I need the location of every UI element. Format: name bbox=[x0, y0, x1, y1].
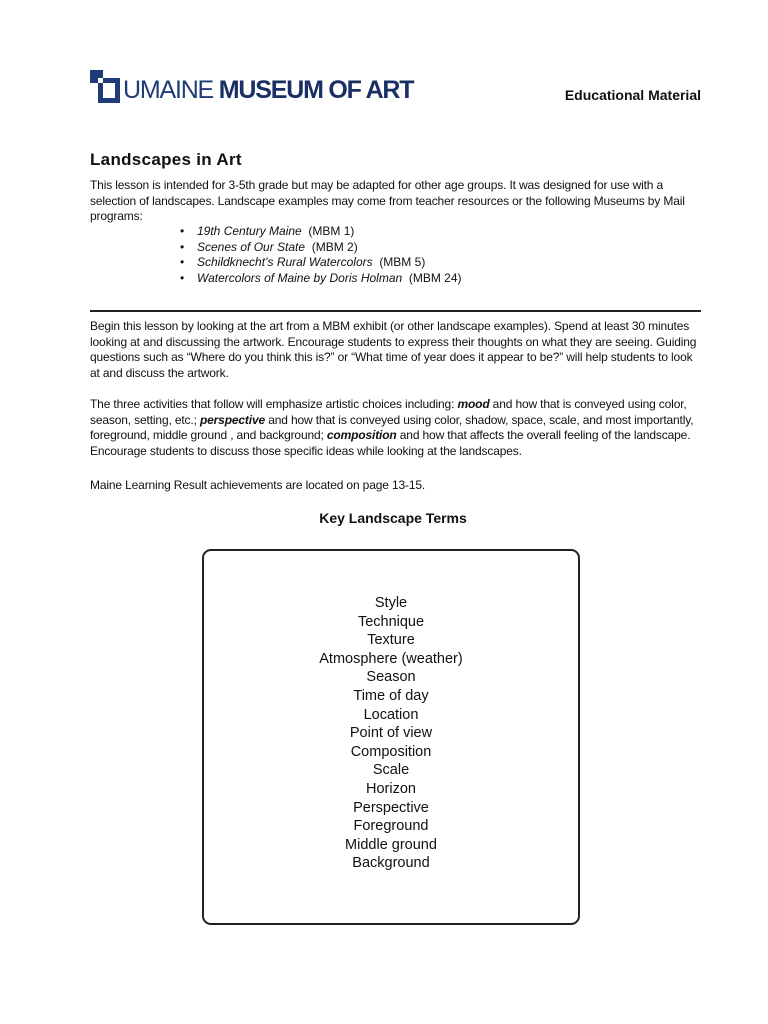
term-item: Composition bbox=[350, 743, 432, 760]
paragraph-text: and how that affects the overall feeling of the landscape. Encourage students to discuss those specific ideas while looking at the landscapes. bbox=[90, 428, 691, 458]
term-perspective: perspective bbox=[199, 412, 266, 427]
terms-box bbox=[202, 549, 580, 925]
program-list bbox=[180, 224, 462, 286]
body-paragraph-3: Maine Learning Result achievements are located on page 13-15. bbox=[90, 478, 426, 492]
term-item: Foreground bbox=[353, 818, 429, 835]
program-title: 19th Century Maine bbox=[197, 224, 302, 238]
term-composition: composition bbox=[326, 428, 397, 442]
museum-logo-text bbox=[123, 77, 413, 103]
program-code: (MBM 2) bbox=[311, 239, 358, 254]
term-item: Technique bbox=[357, 613, 425, 630]
term-item: Horizon bbox=[366, 780, 416, 797]
term-item: Point of view bbox=[349, 725, 433, 742]
term-item: Scale bbox=[372, 762, 410, 779]
term-mood: mood bbox=[457, 397, 490, 411]
section-divider bbox=[90, 310, 701, 312]
intro-paragraph: This lesson is intended for 3-5th grade but may be adapted for other age groups. It was designed for use with a selection of landscapes. Landscape examples may come from teacher resources or the following Museums by Mail programs: bbox=[90, 178, 685, 223]
list-item bbox=[180, 255, 462, 271]
list-item bbox=[180, 224, 462, 240]
term-item: Texture bbox=[367, 632, 415, 649]
page-title: Landscapes in Art bbox=[90, 150, 242, 169]
list-item bbox=[180, 240, 462, 256]
term-item: Season bbox=[366, 669, 416, 686]
terms-list bbox=[204, 594, 578, 873]
logo-text-bold: MUSEUM OF ART bbox=[218, 76, 414, 104]
museum-logo-icon bbox=[90, 70, 120, 103]
list-item bbox=[180, 271, 462, 287]
term-item: Perspective bbox=[353, 799, 429, 816]
term-item: Background bbox=[352, 855, 430, 872]
program-code: (MBM 24) bbox=[408, 270, 462, 285]
paragraph-text: and how that is conveyed using color, season, setting, etc.; bbox=[90, 397, 687, 427]
term-item: Atmosphere (weather) bbox=[319, 650, 463, 667]
museum-logo bbox=[90, 70, 413, 103]
term-item: Middle ground bbox=[345, 836, 437, 853]
term-item: Time of day bbox=[353, 687, 429, 704]
logo-text-light: UMAINE bbox=[123, 76, 219, 104]
program-title: Schildknecht’s Rural Watercolors bbox=[197, 255, 373, 269]
paragraph-text: The three activities that follow will emphasize artistic choices including: bbox=[90, 397, 458, 411]
program-title: Scenes of Our State bbox=[197, 239, 306, 254]
terms-heading: Key Landscape Terms bbox=[319, 510, 467, 526]
term-item: Style bbox=[374, 595, 408, 611]
section-label: Educational Material bbox=[564, 87, 701, 103]
program-code: (MBM 1) bbox=[308, 224, 355, 238]
body-paragraph-2 bbox=[90, 397, 701, 459]
page-header bbox=[90, 70, 701, 106]
program-code: (MBM 5) bbox=[379, 255, 426, 269]
body-paragraph-1: Begin this lesson by looking at the art from a MBM exhibit (or other landscape examples). Spend at least 30 minutes looking at and discussing the artwork. Encourage students to express their thoughts on what they are seeing. Guiding questions such as “Where do you think this is?” or “What time of year does it appear to be?” will help students to look at and discuss the artwork. bbox=[90, 319, 697, 380]
program-title: Watercolors of Maine by Doris Holman bbox=[197, 270, 403, 285]
paragraph-text: and how that is conveyed using color, shadow, space, scale, and most importantly, foreground, middle ground , and background; bbox=[90, 412, 694, 442]
term-item: Location bbox=[363, 706, 419, 723]
